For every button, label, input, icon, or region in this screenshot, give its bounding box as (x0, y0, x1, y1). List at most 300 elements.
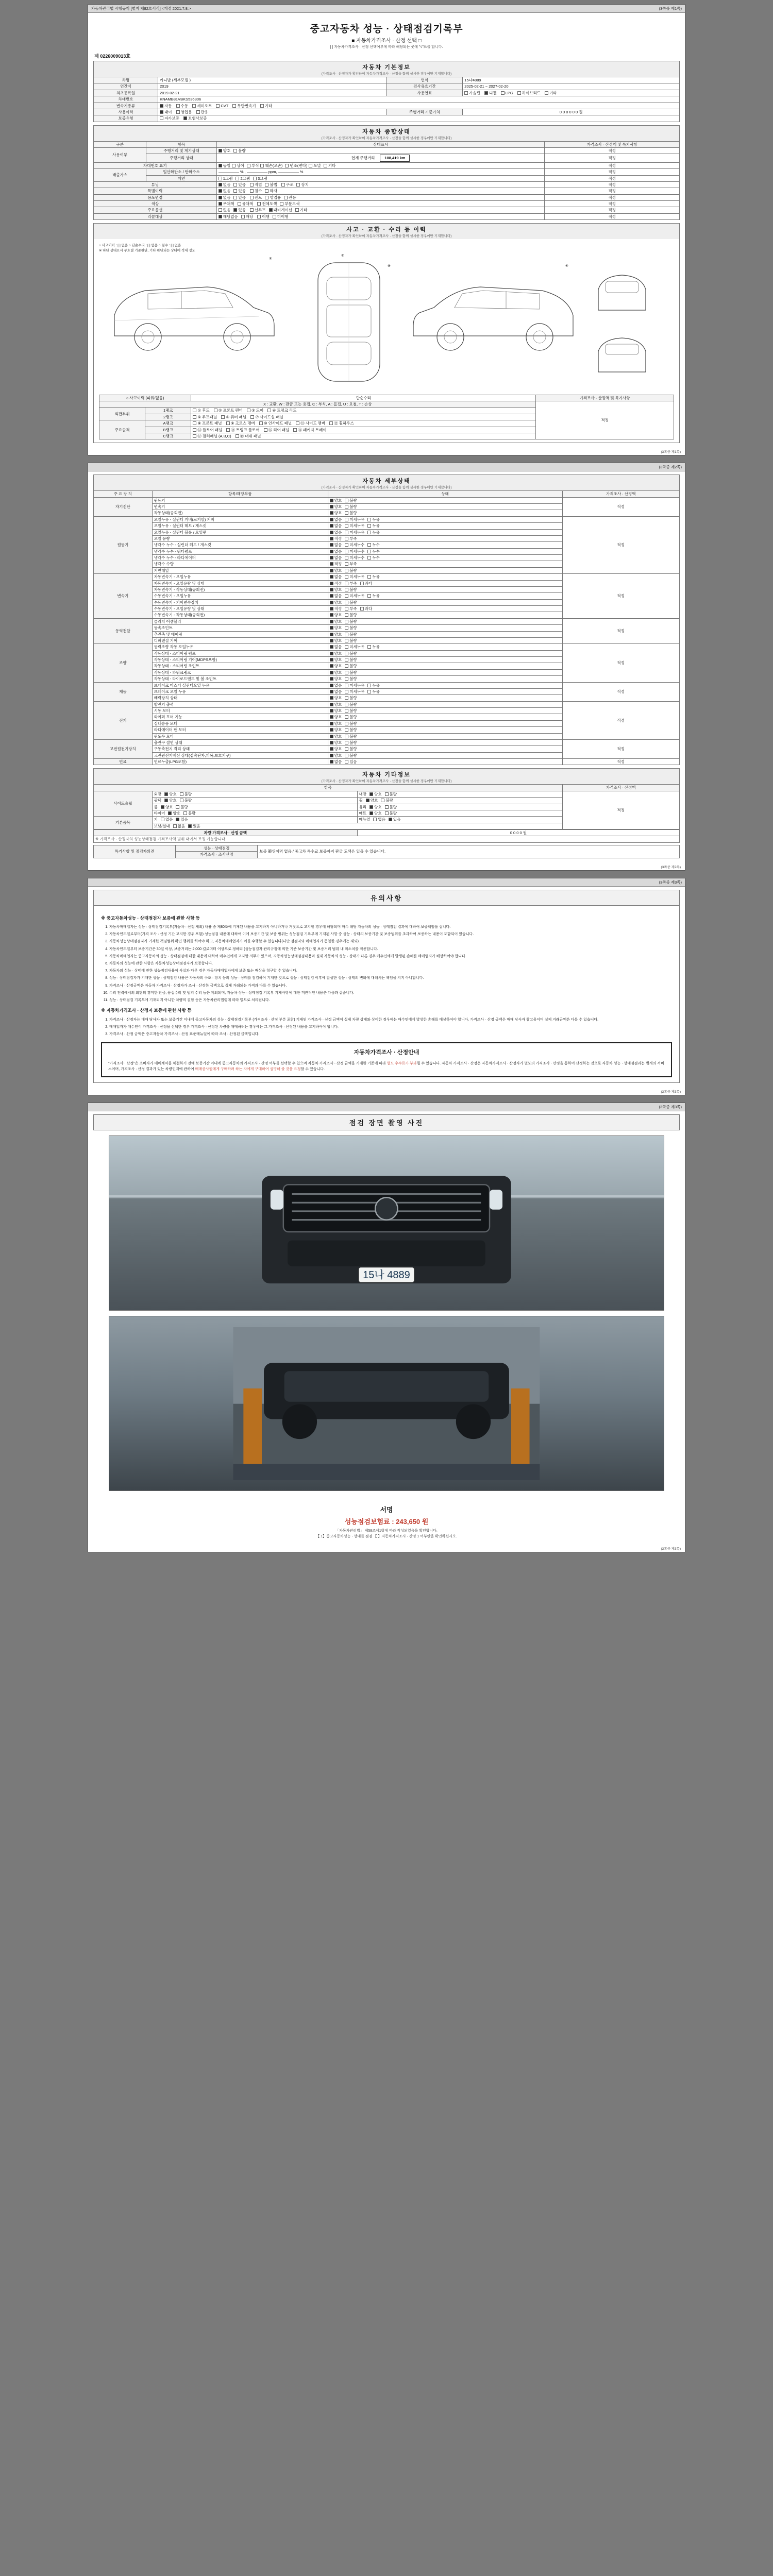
detail-item: 작동상태 - 스티어링 기어(MDPS포함) (152, 657, 328, 663)
detail-item: 클러치 어셈블리 (152, 618, 328, 624)
section-detail-note: (가격조사 · 산정자가 확인하여 자동차가격조사 · 산정을 함께 실시한 경우에만 기재합니다) (321, 486, 452, 490)
table-row (94, 207, 680, 213)
notice-item: 8. 성능 · 상태점검자가 기재한 성능 · 상태점검 내용은 자동차의 구조 · 장치 등의 성능 · 상태를 점검하여 기재한 것으로 성능 · 상태점검 이후에 발생한 성능 · 상태의 변화에 대해서는 책임을 지지 아니합니다. (109, 975, 672, 981)
fuel-options[interactable]: 가솔린 디젤 LPG 하이브리드 기타 (463, 90, 680, 96)
detail-options[interactable]: 없음 미세누유 누유 (328, 529, 562, 535)
guide-red-2: 매매종사원에게 구매하려 하는 자에게 구매하여 설명해 줄 것을 요청 (195, 1067, 301, 1072)
main-options[interactable]: 없음 있음 선루프 내비게이션 기타 (216, 207, 545, 213)
col-part: 항목/해당부품 (152, 491, 328, 497)
page-3 (88, 878, 685, 1096)
detail-options[interactable]: 없음 미세누유 누유 (328, 644, 562, 650)
detail-item: 수동변속기 - 오일누유 (152, 593, 328, 599)
table-row (94, 682, 680, 688)
status-cat-color: 색상 (94, 201, 217, 207)
page-1 (88, 4, 685, 455)
mileage-label: 현재 주행거리 (351, 156, 375, 161)
tuning-options[interactable]: 없음 있음 적법 불법 구조 장치 (216, 181, 545, 188)
table-row (94, 148, 680, 154)
color-options[interactable]: 무채색 유채색 전체도색 부분도색 (216, 201, 545, 207)
detail-group-8: 연료 (94, 759, 153, 765)
notice-item: 2. 자동차인도일로부터(가격 조사 · 산정 기간 고지한 경우 포함) 성능점검 내용에 대하여 이에 보증기간 및 보증 범위는 성능점검 기록부에 기재된 사항 중 성능 · 상태의 보증기간 및 보증범위를 초과하여 보증하는 내용이 포함되어 있습니다. (109, 931, 672, 937)
row-value2[interactable]: 2025-02-21 ~ 2027-02-20 (463, 83, 680, 90)
etc-col-item: 항목 (94, 785, 563, 791)
detail-item: 작동상태 - 파워크랭크 (152, 669, 328, 675)
row-value[interactable]: 2019-02-21 (158, 90, 386, 96)
etc-item-room[interactable]: 룸 양호 불량 (152, 804, 357, 810)
detail-item: 작동상태(공회전) (152, 510, 328, 516)
detail-item: 냉각수 누수 - 라디에이터 (152, 555, 328, 561)
status-table (93, 141, 680, 221)
vehicle-front-photo-icon (154, 1167, 619, 1296)
col-state: 상태 (328, 491, 562, 497)
detail-price[interactable]: 적정 (562, 574, 679, 619)
table-row (94, 109, 680, 115)
notice-item: 10. 수리 전력에서의 외판의 경미한 판금, 용접수리 및 범퍼 수리 등은 제외되며, 자동차 성능 · 상태점검 기록부 기재사항에 대한 객관적인 내용은 다음과 같습니다. (109, 990, 672, 996)
table-row (94, 77, 680, 83)
vin-value[interactable]: KNAMB81VBKS536306 (158, 96, 680, 103)
detail-options[interactable]: 양호 불량 (328, 650, 562, 656)
detail-options[interactable]: 없음 미세누수 누수 (328, 555, 562, 561)
smoke-options[interactable]: 1그램 2그램 3그램 (216, 175, 545, 181)
col-price: 가격조사 · 산정액 (562, 491, 679, 497)
accident-legend-1: ○ 사고이력 : [ ] 없음 ○ 단순수리 : [ ] 없음 ○ 침수 : [ ] 없음 (99, 244, 181, 248)
row-label: 차명 (94, 77, 158, 83)
detail-item: 작동상태 - 스티어링 펌프 (152, 650, 328, 656)
table-row (94, 162, 680, 168)
status-note: 적정 (545, 201, 680, 207)
etc-item-manual[interactable]: 매뉴얼 없음 있음 (357, 817, 562, 823)
detail-options[interactable]: 양호 불량 (328, 567, 562, 573)
notice-list-1 (101, 924, 672, 1003)
detail-options[interactable]: 양호 불량 (328, 631, 562, 637)
price-row-value[interactable]: 0 0 0 0 원 (357, 830, 679, 836)
detail-options[interactable]: 양호 불량 (328, 618, 562, 624)
signature-title: 서명 (380, 1506, 393, 1514)
page3-number: (3쪽중 제3쪽) (659, 879, 682, 885)
overall-cat-frame: 주요골격 (99, 420, 145, 439)
detail-item: 발전기 출력 (152, 701, 328, 707)
table-row (94, 701, 680, 707)
table-row (94, 103, 680, 109)
table-row (94, 96, 680, 103)
overall-note-value[interactable]: 적정 (536, 401, 674, 439)
table-row (94, 618, 680, 624)
status-note: 적정 (545, 188, 680, 194)
etc-col-price: 가격조사 · 산정액 (562, 785, 679, 791)
mileage-cell[interactable] (216, 154, 545, 162)
overall-noacc-label: ○ 사고이력 (파워/없음) (99, 395, 191, 401)
row-label2: 주행거리 기준가치 (386, 109, 463, 115)
table-row (99, 395, 674, 401)
detail-price[interactable]: 적정 (562, 644, 679, 682)
footnote-1: 「자동차관리법」 제58조제1항에 따라 작성되었음을 확인합니다. (335, 1529, 438, 1533)
notice-title: 유의사항 (93, 890, 680, 906)
row-label2: 사용연료 (386, 90, 463, 96)
etc-item-window[interactable]: 유리 양호 불량 (357, 804, 562, 810)
detail-price[interactable]: 적정 (562, 516, 679, 573)
overall-items[interactable]: ⑤ 루프패널 ⑥ 쿼터 패널 ⑦ 사이드실 패널 (191, 414, 536, 420)
detail-item: 와이퍼 모터 기능 (152, 714, 328, 720)
detail-options[interactable]: 양호 불량 (328, 599, 562, 605)
row-value[interactable]: 2019 (158, 83, 386, 90)
detail-options[interactable]: 양호 불량 (328, 676, 562, 682)
detail-options[interactable]: 없음 미세누수 누수 (328, 542, 562, 548)
usage-options[interactable]: 대여 영업용 관용 (158, 109, 386, 115)
col-note: 가격조사 · 산정액 및 특기사항 (545, 141, 680, 147)
table-row (94, 115, 680, 122)
detail-options[interactable]: 없음 미세누유 누유 (328, 516, 562, 522)
overall-rank: 1랭크 (145, 408, 191, 414)
detail-item: 브레이크 오일 누유 (152, 688, 328, 694)
detail-options[interactable]: 양호 불량 (328, 497, 562, 503)
detail-item: 윈도우 모터 (152, 733, 328, 739)
diagram-marker: ⑧ (388, 264, 391, 268)
row-label: 변속기종류 (94, 103, 158, 109)
notice-body (93, 906, 680, 1083)
guide-text-3: 할 수 있습니다. (300, 1067, 325, 1072)
section-basic-header (93, 61, 680, 77)
detail-options[interactable]: 없음 미세누유 누유 (328, 593, 562, 599)
guide-red-1: 별도 수수료가 부과 (386, 1061, 417, 1065)
table-row (94, 497, 680, 503)
section-basic-title: 자동차 기본정보 (362, 64, 411, 71)
table-row (94, 845, 680, 851)
page4-header-bar (88, 1103, 685, 1111)
detail-price[interactable]: 적정 (562, 739, 679, 758)
detail-options[interactable]: 없음 미세누수 누수 (328, 548, 562, 554)
price-value[interactable]: 0 0 0 0 0 0 원 (463, 109, 680, 115)
overall-rank: B랭크 (145, 427, 191, 433)
special-sub-1: 성능 · 상태점검 (176, 845, 258, 851)
emission-values[interactable]: % , ppm, % (216, 169, 545, 175)
section-etc-note: (가격조사 · 산정자가 확인하여 자동차가격조사 · 산정을 함께 실시한 경우에만 기재합니다) (321, 779, 452, 784)
detail-item: 연료누출(LPG포함) (152, 759, 328, 765)
page2-number: (3쪽중 제2쪽) (659, 465, 682, 470)
overall-items[interactable]: ⑬ 플로어 패널 ⑭ 트렁크 플로어 ⑮ 리어 패널 ⑯ 패키지 트레이 (191, 427, 536, 433)
detail-item: 냉각수 누수 - 실린더 헤드 / 개스킷 (152, 542, 328, 548)
detail-options[interactable]: 적정 부족 과다 (328, 606, 562, 612)
status-note: 적정 (545, 148, 680, 154)
notice-item: 7. 자동차의 성능 · 상태에 관한 성능점검내용이 사실과 다른 경우 자동차매매업자에게 보증 또는 배상을 청구할 수 있습니다. (109, 968, 672, 974)
detail-options[interactable]: 양호 불량 (328, 586, 562, 592)
page4-footer: (3쪽중 제3쪽) (661, 1547, 681, 1551)
table-row (94, 836, 680, 842)
section-detail-title: 자동차 세부상태 (362, 478, 411, 485)
detail-price[interactable]: 적정 (562, 682, 679, 701)
price-row-label: 차량 가격조사 · 산정 금액 (94, 830, 358, 836)
overall-items[interactable]: ① 후드 ② 프론트 펜더 ③ 도어 ④ 트렁크 리드 (191, 408, 536, 414)
table-row (94, 759, 680, 765)
detail-item: 오일누유 - 실린더 커버(로커암) 커버 (152, 516, 328, 522)
etc-price-value[interactable]: 적정 (562, 791, 679, 829)
row-value2[interactable]: 15나4889 (463, 77, 680, 83)
section-etc-title: 자동차 기타정보 (362, 772, 411, 778)
detail-options[interactable]: 양호 불량 (328, 708, 562, 714)
doc-subtitle: ■ 자동차가격조사 · 산정 선택 □ (351, 38, 422, 44)
special-history-options[interactable]: 없음 있음 침수 화재 (216, 188, 545, 194)
etc-item-tire[interactable]: 타이어 양호 불량 (152, 810, 357, 816)
status-note: 적정 (545, 194, 680, 200)
accident-diagram-area (93, 239, 680, 443)
detail-item: 변속기 (152, 504, 328, 510)
detail-options[interactable]: 양호 불량 (328, 752, 562, 758)
status-cat-options: 주요옵션 (94, 207, 217, 213)
status-item: 주행거리 상태 (146, 154, 216, 162)
mileage-value: 108,419 km (380, 155, 410, 161)
special-sub-2: 가격조사 · 조사산정 (176, 852, 258, 858)
price-summary-table (93, 829, 680, 843)
detail-item: 작동상태 - 스티어링 조인트 (152, 663, 328, 669)
section-accident-header (93, 223, 680, 239)
reg-value: 0226009013호 (100, 54, 130, 59)
overall-legend: X : 교환, W : 판금 또는 용접, C : 부식, A : 흠집, U : 요철, T : 손상 (99, 401, 536, 408)
page2-footer: (3쪽중 제2쪽) (661, 865, 681, 869)
table-row (94, 175, 680, 181)
detail-options[interactable]: 없음 미세누유 누유 (328, 688, 562, 694)
detail-item: 시동 모터 (152, 708, 328, 714)
detail-options[interactable]: 양호 불량 (328, 510, 562, 516)
detail-group-0: 자기진단 (94, 497, 153, 516)
detail-options[interactable]: 양호 불량 (328, 625, 562, 631)
section-status-title: 자동차 종합상태 (362, 128, 411, 135)
detail-group-2: 변속기 (94, 574, 153, 619)
detail-price[interactable]: 적정 (562, 618, 679, 644)
status-cat-vin: 차대번호 표기 (94, 162, 217, 168)
car-top-view-icon (300, 258, 398, 386)
status-cat-recall: 리콜대상 (94, 213, 217, 219)
notice-item-2: 1. 가격조사 · 산정자는 매매 당사자 또는 보증기간 이내에 중고자동차의 성능 · 상태점검기록부 (가격조사 · 산정 부분 포함) 기재된 가격조사 · 산정 금액이 실제 차량 상태와 상이한 경우에는 매수인에게 발생한 손해를 배상하여야 합니다. 가격조사 · 산정 금액은 매매 당사자 참고용이며 실제 거래금액은 다를 수 있습니다. (109, 1017, 672, 1023)
diagram-marker: ① (269, 257, 272, 261)
table-row (94, 201, 680, 207)
detail-options[interactable]: 양호 불량 (328, 720, 562, 726)
detail-options[interactable]: 양호 불량 (328, 733, 562, 739)
status-note: 적정 (545, 181, 680, 188)
special-note-table (93, 845, 680, 858)
car-side-view-icon (104, 259, 279, 382)
detail-options[interactable]: 없음 있음 (328, 759, 562, 765)
detail-options[interactable]: 양호 불량 (328, 695, 562, 701)
detail-options[interactable]: 없음 미세누유 누유 (328, 523, 562, 529)
status-note: 적정 (545, 207, 680, 213)
detail-group-5: 제동 (94, 682, 153, 701)
page3-header-bar (88, 878, 685, 887)
table-row (94, 154, 680, 162)
overall-items[interactable]: ⑰ 필러패널 (A,B,C) ⑱ 대쉬 패널 (191, 433, 536, 439)
status-options[interactable]: 양호 불량 (216, 148, 545, 154)
section-accident-note: (가격조사 · 산정자가 확인하여 자동차가격조사 · 산정을 함께 실시한 경우에만 기재합니다) (321, 234, 452, 239)
status-cat-emission: 배출가스 (94, 169, 146, 182)
notice-item: 9. 가격조사 · 산정금액은 자동차 가격조사 · 산정자가 조사 · 산정한 금액으로 실제 거래되는 가격과 다를 수 있습니다. (109, 983, 672, 989)
row-label2: 연식 (386, 77, 463, 83)
overall-rank: C랭크 (145, 433, 191, 439)
detail-item: 작동상태 - 타이로드엔드 및 볼 조인트 (152, 676, 328, 682)
page-footer: (3쪽중 제1쪽) (661, 450, 681, 454)
detail-options[interactable]: 양호 불량 (328, 612, 562, 618)
status-cat-special: 특별이력 (94, 188, 217, 194)
notice-list-2 (101, 1017, 672, 1038)
detail-options[interactable]: 없음 미세누유 누유 (328, 574, 562, 580)
detail-item: 실내송풍 모터 (152, 720, 328, 726)
detail-item: 구동축전지 격리 상태 (152, 746, 328, 752)
notice-item-2: 2. 매매업자가 매수인이 가격조사 · 산정을 선택한 경우 가격조사 · 산정된 차량을 매매하려는 경우에는 그 가격조사 · 산정된 내용을 고지하여야 합니다. (109, 1024, 672, 1030)
row-label: 최초등록일 (94, 90, 158, 96)
table-row (94, 644, 680, 650)
detail-options[interactable]: 적정 부족 (328, 535, 562, 541)
etc-item-interior[interactable]: 내장 양호 불량 (357, 791, 562, 797)
detail-options[interactable]: 양호 불량 (328, 701, 562, 707)
accident-legend-2: ※ 하단 상태표시 부호별 기준판단, 기타 판단되는 상태에 적재 정도 (99, 248, 195, 252)
svg-text:15나 4889: 15나 4889 (363, 1269, 410, 1281)
reg-label: 제 (94, 54, 99, 59)
detail-options[interactable]: 양호 불량 (328, 739, 562, 745)
detail-item: 수동변속기 - 작동상태(공회전) (152, 612, 328, 618)
vehicle-lift-photo-icon (131, 1327, 642, 1480)
warranty-options[interactable]: 자가보증 보험사보증 (158, 115, 680, 122)
detail-options[interactable]: 양호 불량 (328, 504, 562, 510)
vin-mark-options[interactable]: 동일 상이 부식 훼손(오손) 변조(변타) 도말 기타 (216, 162, 545, 168)
table-header-row (94, 141, 680, 147)
etc-item-glass[interactable]: 광택 양호 불량 (152, 798, 357, 804)
detail-group-3: 동력전달 (94, 618, 153, 644)
row-label: 보증유형 (94, 115, 158, 122)
photo-underbody (109, 1316, 664, 1491)
detail-options[interactable]: 양호 불량 (328, 637, 562, 643)
table-row (94, 90, 680, 96)
overall-rank: 2랭크 (145, 414, 191, 420)
recall-options[interactable]: 해당없음 해당 이행 미이행 (216, 213, 545, 219)
status-cat-tuning: 튜닝 (94, 181, 217, 188)
etc-cat-basic: 기본품목 (94, 817, 153, 829)
car-rear-view-icon (591, 326, 653, 382)
table-row (94, 181, 680, 188)
detail-options[interactable]: 양호 불량 (328, 727, 562, 733)
status-note: 적정 (545, 213, 680, 219)
etc-item-key[interactable]: 키 없음 있음 (152, 817, 357, 823)
page-header-bar (88, 5, 685, 13)
special-label: 특기사항 및 점검자의견 (94, 845, 176, 858)
detail-item: 냉각수 수량 (152, 561, 328, 567)
detail-item: 라디에이터 팬 모터 (152, 727, 328, 733)
col-state: 상태표시 (216, 141, 545, 147)
detail-item: 원동기 (152, 497, 328, 503)
guide-box (101, 1042, 672, 1077)
detail-options[interactable]: 적정 부족 과다 (328, 580, 562, 586)
col-item: 항목 (146, 141, 216, 147)
row-label2: 검사유효기간 (386, 83, 463, 90)
usechange-options[interactable]: 없음 있음 렌트 영업용 관용 (216, 194, 545, 200)
table-row (99, 401, 674, 408)
transmission-options[interactable]: 자동 수동 세미오토 CVT 무단변속기 기타 (158, 103, 680, 109)
page-title: 중고자동차 성능 · 상태점검기록부 (310, 24, 463, 35)
page-4 (88, 1103, 685, 1552)
detail-price[interactable]: 적정 (562, 759, 679, 765)
price-note: ※ 가격조사 · 산정자의 성능상태점검 가격조사액 범위 내에서 조정 가능합니다. (94, 836, 680, 842)
table-row (94, 791, 680, 797)
detail-options[interactable]: 없음 미세누유 누유 (328, 682, 562, 688)
section-status-note: (가격조사 · 산정자가 확인하여 자동차가격조사 · 산정을 함께 실시한 경우에만 기재합니다) (321, 136, 452, 140)
status-item: 매연 (146, 175, 216, 181)
page4-number: (3쪽중 제3쪽) (659, 1105, 682, 1110)
etc-table (93, 784, 680, 829)
detail-item: 디퍼렌셜 기어 (152, 637, 328, 643)
overall-noacc-value: 단순수리 (191, 395, 536, 401)
detail-item: 브레이크 마스터 실린더오일 누유 (152, 682, 328, 688)
guide-text-2: 될 수 있습니다. 자동차 가격조사 · 산정은 자동차가격조사 · 산정자가 별도의 가격조사 · 산정을 통하여 산정하는 것으로 자동차 성능 · 상태점검과는 별개의 서비스이며, 가격조사 · 산정 결과가 있는 차량인지에 관하여 (108, 1061, 664, 1072)
table-row (94, 169, 680, 175)
table-row (94, 739, 680, 745)
guide-paragraph (108, 1061, 665, 1072)
row-label: 차대번호 (94, 96, 158, 103)
status-note: 적정 (545, 175, 680, 181)
detail-price[interactable]: 적정 (562, 701, 679, 739)
etc-item-wheel[interactable]: 휠 양호 불량 (357, 798, 562, 804)
guide-text-1: "가격조사 · 산정"은 소비자가 매매계약을 체결하기 전에 보증기간 이내에 중고자동차의 가격조사 · 산정 여부를 선택할 수 있으며 자동차 가격조사 · 산정 금액을 기재한 기준에 따라 (108, 1061, 387, 1065)
detail-options[interactable]: 양호 불량 (328, 663, 562, 669)
detail-options[interactable]: 양호 불량 (328, 746, 562, 752)
section-etc-header (93, 768, 680, 784)
detail-options[interactable]: 양호 불량 (328, 714, 562, 720)
detail-item: 자동변속기 - 작동상태(공회전) (152, 586, 328, 592)
table-row (94, 574, 680, 580)
status-cat-usechange: 용도변경 (94, 194, 217, 200)
overall-rank: A랭크 (145, 420, 191, 427)
detail-options[interactable]: 양호 불량 (328, 657, 562, 663)
detail-options[interactable]: 양호 불량 (328, 669, 562, 675)
table-row (94, 83, 680, 90)
section-detail-header (93, 474, 680, 490)
diagram-marker: ⑦ (341, 253, 344, 258)
table-row (94, 194, 680, 200)
car-front-view-icon (591, 264, 653, 320)
overall-items[interactable]: ⑧ 프론트 패널 ⑨ 크로스 멤버 ⑩ 인사이드 패널 ⑪ 사이드 멤버 ⑫ 휠하우스 (191, 420, 536, 427)
detail-item: 자동변속기 - 오일유량 및 상태 (152, 580, 328, 586)
detail-group-7: 고전원전기장치 (94, 739, 153, 758)
car-side-view-mirror-icon (408, 259, 583, 382)
insurance-fee-label: 성능점검보험료 : (344, 1518, 394, 1526)
vehicle-diagram (99, 253, 674, 393)
table-row (94, 213, 680, 219)
basic-info-table (93, 77, 680, 122)
etc-item-mat[interactable]: 매트 양호 불량 (357, 810, 562, 816)
form-reference: 자동차관리법 시행규칙 [별지 제82호서식] <개정 2021.7.8.> (91, 6, 191, 11)
section-status-header (93, 125, 680, 141)
notice-item: 5. 자동차매매업자는 중고자동차의 성능 · 상태점검에 대한 내용에 대하여 매수인에게 고지할 의무가 있으며, 자동차성능상태점검내용과 실제 자동차의 성능 · 상태가 다른 경우 매수인에게 발생된 손해를 매매업자가 배상하여야 합니다. (109, 954, 672, 959)
page-number: (3쪽중 제1쪽) (659, 6, 682, 11)
photos-title: 점검 장면 촬영 사진 (93, 1114, 680, 1130)
table-header-row (94, 491, 680, 497)
table-header-row (94, 785, 680, 791)
detail-price[interactable]: 적정 (562, 497, 679, 516)
row-value[interactable]: 카니발 (세부모델 ) (158, 77, 386, 83)
detail-item: 오일 유량 (152, 535, 328, 541)
detail-item: 냉각수 누수 - 워터펌프 (152, 548, 328, 554)
detail-group-6: 전기 (94, 701, 153, 739)
section-accident-title: 사고 · 교환 · 수리 등 이력 (346, 227, 427, 233)
etc-cat-sideslip: 사이드슬립 (94, 791, 153, 817)
etc-item-exterior[interactable]: 외장 양호 불량 (152, 791, 357, 797)
detail-item: 동력조향 작동 오일누유 (152, 644, 328, 650)
detail-item: 추진축 및 베어링 (152, 631, 328, 637)
detail-options[interactable]: 적정 부족 (328, 561, 562, 567)
notice-item: 11. 성능 · 상태점검 기록부에 기재되지 아니한 차량의 결함 등은 자동차관리법령에 따라 별도로 처리됩니다. (109, 997, 672, 1003)
photo-front (109, 1136, 664, 1311)
special-value[interactable]: 보증 範위이력 없음 / 중고차 특수교 보증까지 판금 도색은 있을 수 있습니다. (258, 845, 680, 858)
etc-item-etc[interactable]: 보닛/실내 없음 있음 (152, 823, 562, 829)
detail-group-1: 원동기 (94, 516, 153, 573)
notice-item: 3. 자동차성능상태점검자가 기재한 책임범위 확인 행위를 하여야 하고, 자동차매매업자가 이를 수행할 수 있습니다(다만 점검자와 매매업자가 동일한 경우에는 제외). (109, 939, 672, 944)
insurance-fee (93, 1516, 680, 1526)
table-row (94, 188, 680, 194)
